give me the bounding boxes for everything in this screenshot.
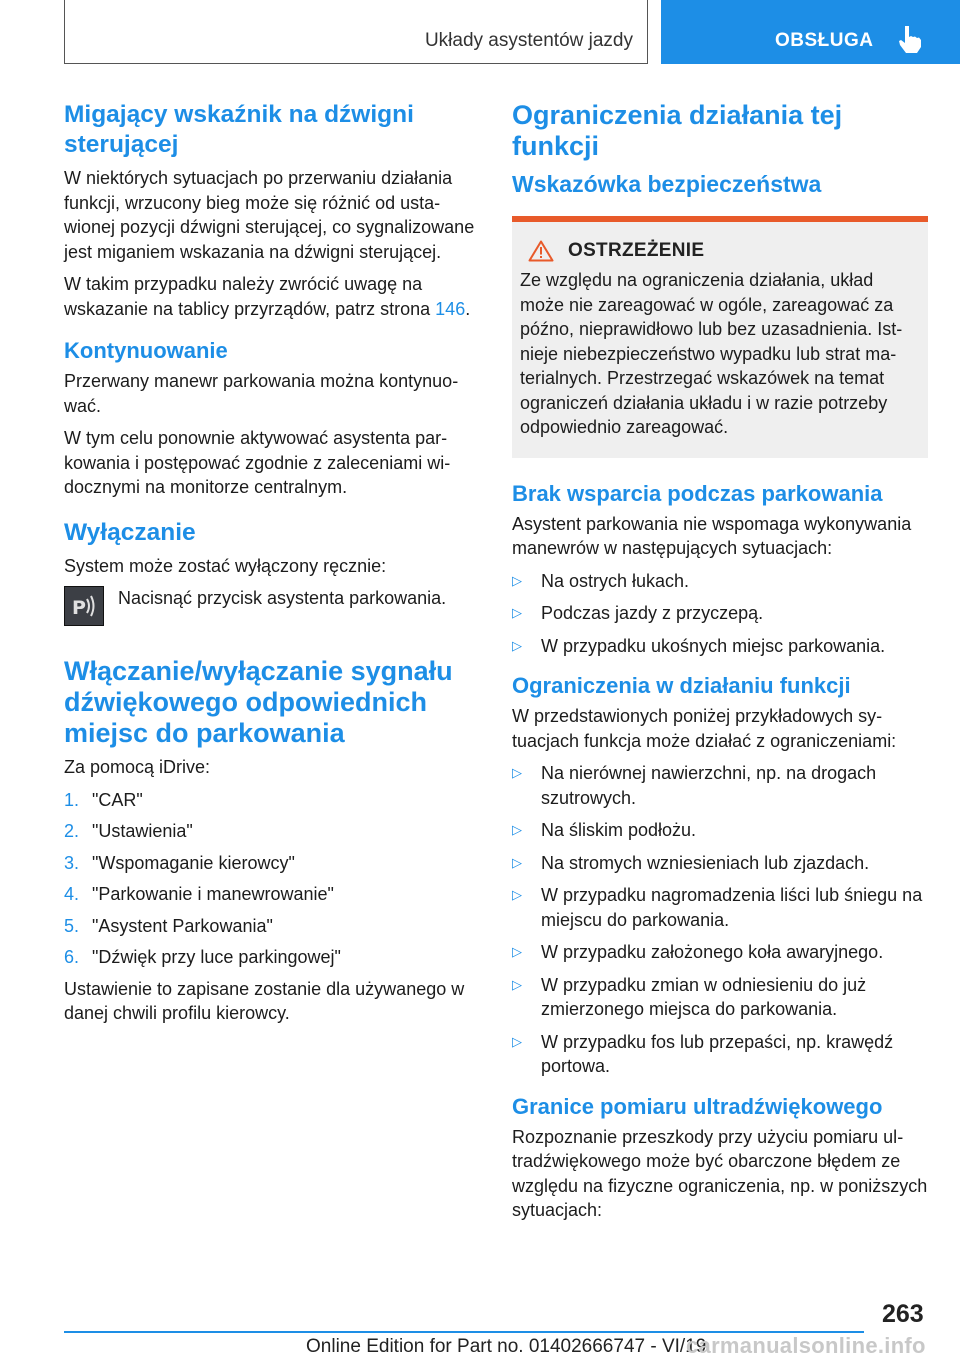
list-item	[512, 818, 928, 843]
list-item-text: W przypadku ukośnych miejsc parkowania.	[541, 635, 886, 656]
list-item	[512, 940, 928, 965]
list-item	[512, 634, 928, 659]
bullet-triangle-icon: ▷	[512, 822, 522, 837]
list-item	[64, 945, 476, 970]
list-item	[512, 883, 928, 932]
paragraph-blinking-2-end: .	[465, 298, 471, 319]
list-item	[512, 569, 928, 594]
paragraph-blinking-2	[64, 272, 476, 321]
page-reference-link[interactable]: 146	[435, 298, 466, 319]
paragraph-continue-2: W tym celu ponownie aktywować asystenta parkowania i postępować zgodnie z zaleceniami widocznymi na monitorze centralnym.	[64, 428, 451, 497]
heading-limited-function: Ograniczenia w działaniu funkcji	[512, 673, 851, 698]
list-item-text: W przypadku zmian w odniesieniu do już zmierzonego miejsca do parkowania.	[541, 974, 867, 1019]
left-column	[64, 100, 476, 1034]
heading-no-support: Brak wsparcia podczas parkowania	[512, 480, 883, 506]
park-assist-button-icon	[64, 586, 104, 626]
warning-box	[512, 222, 928, 458]
step-number: 4.	[64, 884, 80, 904]
paragraph-switch-off: System może zostać wyłączony ręcznie:	[64, 555, 387, 576]
warning-triangle-icon	[528, 240, 554, 262]
list-item-text: W przypadku fos lub przepaści, np. krawędź portowa.	[541, 1031, 894, 1076]
bullet-triangle-icon: ▷	[512, 887, 522, 902]
paragraph-blinking-2-text: W takim przypadku należy zwrócić uwagę na wskazanie na tablicy przyrządów, patrz strona	[64, 274, 436, 319]
paragraph-idrive: Za pomocą iDrive:	[64, 757, 211, 777]
limited-function-list	[512, 761, 928, 1079]
list-item-text: Podczas jazdy z przyczepą.	[541, 603, 764, 623]
list-item	[64, 788, 476, 813]
idrive-steps-list	[64, 788, 476, 970]
header-tab	[661, 0, 960, 64]
park-assist-instruction-text: Nacisnąć przycisk asystenta parkowania.	[118, 588, 447, 608]
step-number: 3.	[64, 852, 80, 873]
list-item	[512, 851, 928, 876]
no-support-list	[512, 569, 928, 659]
bullet-triangle-icon: ▷	[512, 605, 522, 620]
step-text: "Wspomaganie kierowcy"	[92, 852, 295, 873]
paragraph-continue-1: Przerwany manewr parkowania można kontynuować.	[64, 371, 459, 416]
heading-sound-signal: Włączanie/wyłączanie sygnału dźwiękowego odpowiednich miejsc do parkowania	[64, 656, 453, 748]
warning-text: Ze względu na ograniczenia działania, układ może nie zareagować w ogóle, zareagować za późno, nieprawidłowo lub bez uzasadnienia. Istnieje niebezpieczeństwo wypadku lub strat materialnych. Przestrzegać wskazówek na temat ograniczeń działania układu i w razie potrzeby odpowiednio zareagować.	[520, 270, 903, 437]
step-number: 6.	[64, 947, 80, 967]
page-number: 263	[882, 1300, 924, 1328]
step-text: "CAR"	[92, 789, 143, 810]
bullet-triangle-icon: ▷	[512, 765, 522, 780]
right-column	[512, 100, 928, 1231]
bullet-triangle-icon: ▷	[512, 1033, 522, 1049]
heading-continue: Kontynuowanie	[64, 338, 228, 363]
header-tab-label: OBSŁUGA	[775, 30, 874, 51]
svg-text:P: P	[72, 597, 86, 619]
watermark: carmanualsonline.info	[686, 1333, 926, 1358]
list-item	[64, 819, 476, 844]
list-item	[512, 601, 928, 626]
bullet-triangle-icon: ▷	[512, 854, 522, 870]
bullet-triangle-icon: ▷	[512, 572, 522, 588]
pointing-hand-icon	[896, 24, 924, 54]
list-item-text: W przypadku nagromadzenia liści lub śniegu na miejscu do parkowania.	[541, 885, 923, 930]
footer-edition: Online Edition for Part no. 01402666747 - VI/19	[306, 1336, 707, 1357]
list-item-text: W przypadku założonego koła awaryjnego.	[541, 942, 884, 962]
header-section-title: Układy asystentów jazdy	[424, 30, 633, 51]
paragraph-ultrasonic-limits: Rozpoznanie przeszkody przy użyciu pomiaru ultradźwiękowego może być obarczone błędem ze względu na fizyczne ograniczenia, np. w poniższych sytuacjach:	[512, 1126, 928, 1220]
step-text: "Ustawienia"	[92, 821, 193, 841]
warning-header	[520, 240, 920, 262]
step-text: "Dźwięk przy luce parkingowej"	[92, 947, 341, 967]
step-number: 5.	[64, 915, 80, 936]
step-number: 1.	[64, 789, 80, 810]
step-number: 2.	[64, 821, 80, 841]
list-item	[512, 973, 928, 1022]
heading-switch-off: Wyłączanie	[64, 518, 196, 546]
list-item	[64, 851, 476, 876]
list-item-text: Na stromych wzniesieniach lub zjazdach.	[541, 852, 870, 873]
list-item	[512, 1030, 928, 1079]
list-item	[512, 761, 928, 810]
header-section-box	[64, 0, 648, 64]
list-item-text: Na śliskim podłożu.	[541, 820, 697, 840]
bullet-triangle-icon: ▷	[512, 976, 522, 992]
step-text: "Parkowanie i manewrowanie"	[92, 884, 334, 904]
heading-ultrasonic-limits: Granice pomiaru ultradźwiękowego	[512, 1093, 883, 1119]
list-item-text: Na nierównej nawierzchni, np. na drogach szutrowych.	[541, 763, 877, 808]
step-text: "Asystent Parkowania"	[92, 915, 273, 936]
list-item	[64, 914, 476, 939]
list-item	[64, 882, 476, 907]
warning-label: OSTRZEŻENIE	[568, 240, 705, 261]
park-assist-symbol-icon	[65, 587, 103, 625]
heading-function-limits: Ograniczenia działania tej funkcji	[512, 100, 843, 161]
bullet-triangle-icon: ▷	[512, 944, 522, 959]
park-assist-instruction	[64, 586, 476, 626]
paragraph-no-support: Asystent parkowania nie wspomaga wykonywania manewrów w następujących sytuacjach:	[512, 513, 912, 558]
bullet-triangle-icon: ▷	[512, 637, 522, 653]
paragraph-limited-function: W przedstawionych poniżej przykładowych sytuacjach funkcja może działać z ograniczeniami:	[512, 706, 897, 751]
heading-safety-note: Wskazówka bezpieczeństwa	[512, 171, 822, 197]
paragraph-profile-saved: Ustawienie to zapisane zostanie dla używanego w danej chwili profilu kierowcy.	[64, 978, 465, 1023]
paragraph-blinking-1: W niektórych sytuacjach po przerwaniu działania funkcji, wrzucony bieg może się różnić od ustawionej pozycji dźwigni sterującej, co sygnalizowane jest miganiem wskazania na dźwigni sterującej.	[64, 168, 475, 262]
heading-blinking-indicator: Migający wskaźnik na dźwigni sterującej	[64, 101, 414, 158]
list-item-text: Na ostrych łukach.	[541, 570, 690, 591]
